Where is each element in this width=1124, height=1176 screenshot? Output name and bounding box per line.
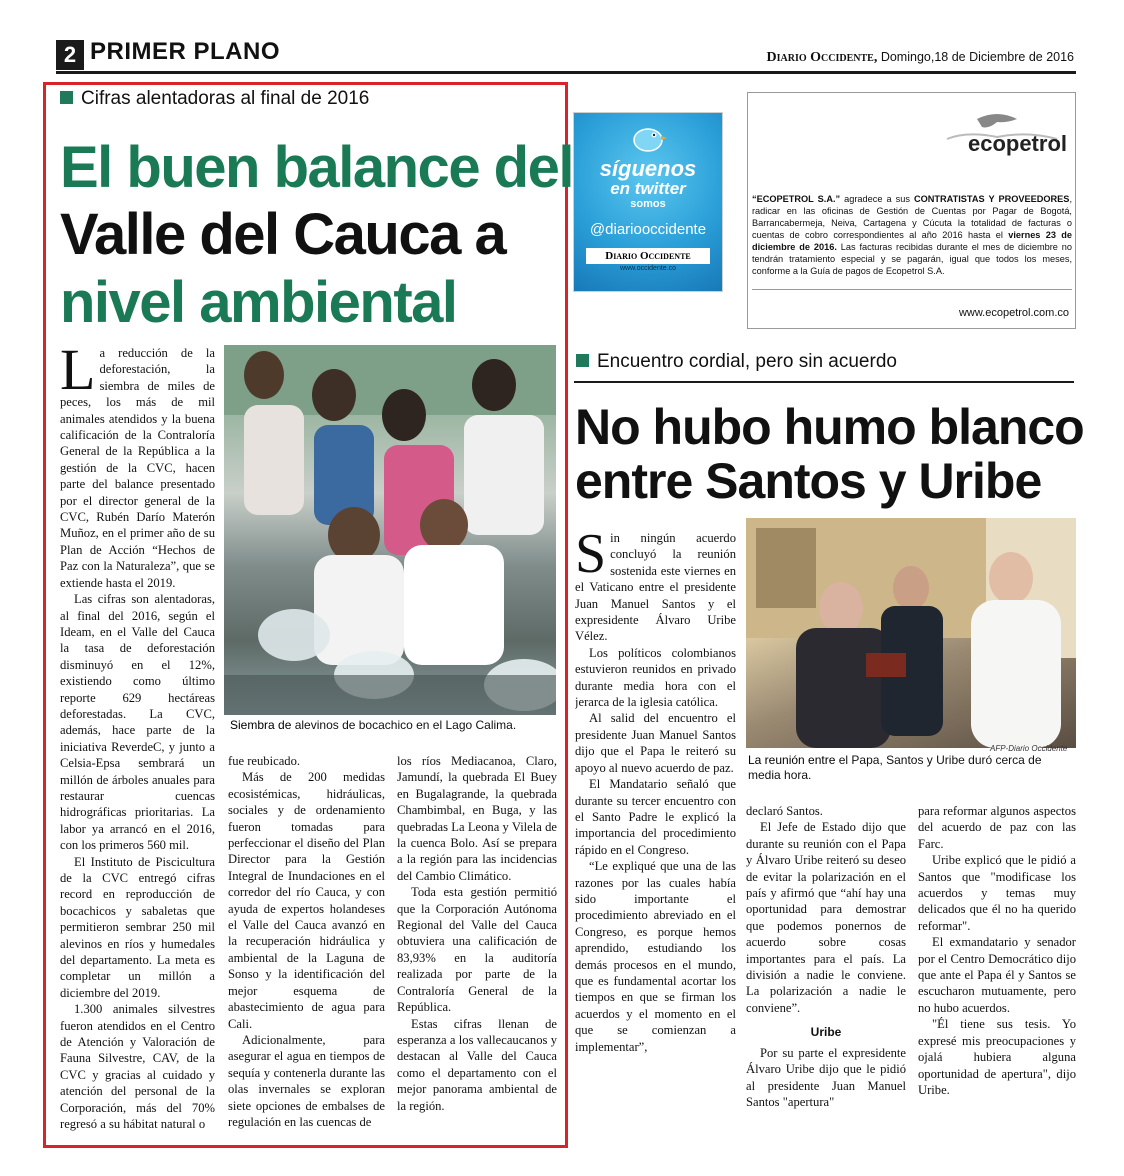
story2-rule <box>574 381 1074 383</box>
story1-title-line2: Valle del Cauca a <box>60 202 506 268</box>
ecopetrol-notice <box>752 193 1072 277</box>
story1-headline <box>60 134 573 336</box>
story1-photo-caption <box>230 718 550 733</box>
paragraph: El exmandatario y senador por el Centro Democrático dijo que ante el Papa él y Santos se escucharon mutuamente, pero no hubo acuerdos. <box>918 935 1076 1015</box>
notice-company: “ECOPETROL S.A.” <box>752 194 841 204</box>
story2-headline <box>575 400 1084 508</box>
paragraph: 1.300 animales silvestres fueron atendidos en el Centro de Atención y Valoración de Fauna Silvestre, CAV, de la CVC y gracias al cuidado y atención del personal de la Corporación, más del 70% regresó a su hábitat natural o <box>60 1002 215 1132</box>
twitter-handle[interactable]: @diariooccidente <box>589 221 707 238</box>
paragraph: a reducción de la deforestación, la siembra de miles de peces, los más de mil animales atendidos y la buena calificación de la Contraloría General de la República a la gestión de la CVC, hacen parte del balance presentado por el director general de la CVC, Rubén Darío Materón Muñoz, en el primer año de su Plan de Acción “Hechos de Paz con la Naturaleza”, que se extiende hasta el 2019. <box>60 346 215 590</box>
paragraph: Por su parte el expresidente Álvaro Uribe dijo que le pidió al presidente Juan Manuel Santos "apertura" <box>746 1045 906 1109</box>
story1-kicker <box>60 88 369 110</box>
story2-title-line2: entre Santos y Uribe <box>575 453 1042 509</box>
twitter-line3: somos <box>630 198 666 210</box>
story2-kicker <box>576 351 897 373</box>
notice-audience: CONTRATISTAS Y PROVEEDORES <box>913 194 1070 204</box>
vatican-meeting-photo <box>746 518 1076 748</box>
story2-column-2 <box>746 803 906 1133</box>
subhead: Uribe <box>810 1025 842 1040</box>
story2-column-1 <box>575 530 736 1130</box>
caption-text: el Papa, Santos y Uribe duró cerca de media hora. <box>748 753 1042 782</box>
paragraph: “Le expliqué que una de las razones por las cuales había sido importante el procedimiento abreviado en el Congreso, es porque hemos aprendido, estudiando los demás procesos en el mundo, que es fundamental acortar los tiempos en que se firman los acuerdos y el momento en el que se comienzan a implementar”, <box>575 859 736 1054</box>
story1-column-3 <box>397 753 557 1133</box>
kicker-square-icon <box>60 91 73 104</box>
photo-illustration <box>224 345 556 715</box>
page-number: 2 <box>56 40 84 70</box>
ecopetrol-ad[interactable] <box>747 92 1076 329</box>
caption-lead: Siembra de <box>230 718 292 732</box>
paragraph: los ríos Mediacanoa, Claro, Jamundí, la quebrada El Buey en Bugalagrande, la quebrada Chambimbal, en Buga, y las quebradas La Leona y Vilela de la cuenca Bolo. Así se prepara a la región para las incidencias del Cambio Climático. <box>397 754 557 883</box>
story2-column-3 <box>918 803 1076 1133</box>
paragraph: fue reubicado. <box>228 754 301 768</box>
section-title: PRIMER PLANO <box>90 38 281 65</box>
notice-text: agradece a sus <box>840 194 914 204</box>
photo-credit: AFP-Diario Occidente <box>990 744 1068 753</box>
paragraph: El Jefe de Estado dijo que durante su reunión con el Papa y Álvaro Uribe reiteró su deseo de evitar la polarización en el país y afirmó que “ahí hay una oportunidad para demostrar que podemos ponernos de acuerdo sobre cosas importantes para el país. La división a nadie le conviene. La polarización a nadie le conviene”. <box>746 820 906 1015</box>
issue-date: Domingo,18 de Diciembre de 2016 <box>880 50 1074 64</box>
paragraph: declaró Santos. <box>746 804 823 818</box>
ecopetrol-url[interactable]: www.ecopetrol.com.co <box>958 307 1069 319</box>
ecopetrol-wordmark: ecopetrol <box>967 131 1067 156</box>
divider <box>752 289 1072 290</box>
story1-column-2 <box>228 753 385 1133</box>
ecopetrol-logo <box>937 109 1067 155</box>
story1-title-line3: nivel ambiental <box>60 269 457 335</box>
paragraph: El Instituto de Piscicultura de la CVC entregó cifras record en reproducción de bocachicos y sabaletas que permitieron sembrar 250 mil alevinos en ríos y humedales del departamento. La meta es completar un millón a diciembre del 2019. <box>60 854 215 1000</box>
caption-lead: La reunión entre <box>748 753 836 767</box>
notice-deadline: viernes 23 de diciembre de 2016. <box>752 230 1072 252</box>
twitter-line2: en twitter <box>610 179 686 198</box>
paper-name: Diario Occidente, <box>766 50 878 65</box>
kicker-square-icon <box>576 354 589 367</box>
drop-cap: L <box>60 345 96 402</box>
fish-release-photo <box>224 345 556 715</box>
story2-kicker-text: Encuentro cordial, pero sin acuerdo <box>597 351 897 372</box>
story1-column-1 <box>60 345 215 1135</box>
story1-title-line1: El buen balance del <box>60 135 573 200</box>
header-rule <box>56 71 1076 74</box>
paragraph: Toda esta gestión permitió que la Corporación Autónoma Regional del Valle del Cauca obtuviera una calificación de 83,93% en la auditoría realizada por parte de la Contraloría General de la República. <box>397 885 557 1015</box>
paragraph: in ningún acuerdo concluyó la reunión sostenida este viernes en el Vaticano entre el presidente Juan Manuel Santos y el expresidente Álvaro Uribe Vélez. <box>575 531 736 644</box>
story1-kicker-text: Cifras alentadoras al final de 2016 <box>81 88 370 109</box>
twitter-url: www.occidente.co <box>619 265 677 272</box>
paper-dateline <box>767 50 1074 66</box>
paragraph: El Mandatario señaló que durante su tercer encuentro con el Santo Padre le explicó la importancia del procedimiento rápido en el Congreso. <box>575 777 736 857</box>
paragraph: "Él tiene sus tesis. Yo expresé mis preocupaciones y ojalá hubiera alguna oportunidad de apertura", dijo Uribe. <box>918 1017 1076 1097</box>
twitter-follow: síguenos <box>599 156 697 181</box>
story2-title-line1: No hubo humo blanco <box>575 399 1084 455</box>
photo-illustration <box>746 518 1076 748</box>
paragraph: para reformar algunos aspectos del acuerdo de paz con las Farc. <box>918 804 1076 851</box>
notice-text: , radicar en las oficinas de Gestión de Cuentas por Pagar de Bogotá, Barrancabermeja, Neiva, Cartagena y Cúcuta la totalidad de facturas o cuentas de cobro correspondientes al año 2016 hasta el <box>752 194 1072 240</box>
paragraph: Al salid del encuentro el presidente Juan Manuel Santos dijo que el Papa le reiteró su apoyo al nuevo acuerdo de paz. <box>575 711 736 775</box>
paragraph: Las cifras son alentadoras, al final del 2016, según el Ideam, en el Valle del Cauca la tasa de deforestación disminuyó en el 12%, existiendo como último reporte 629 hectáreas deforestadas. La CVC, además, hace parte de la iniciativa ReverdeC, y junto a Celsia-Epsa sembrará un millón de árboles anuales para restaurar cuencas hidrográficas prioritarias. La labor ya arrancó en el 2016, con los primeros 560 mil. <box>60 592 215 853</box>
paragraph: Adicionalmente, para asegurar el agua en tiempos de sequía y contenerla durante las olas invernales se exploran siete opciones de embalses de regulación en las cuencas de <box>228 1032 385 1129</box>
notice-text: Las facturas recibidas durante el mes de diciembre no tendrán tratamiento especial y se pagarán, igual que todos los meses, conforme a la Guía de pagos de Ecopetrol S.A. <box>752 242 1072 276</box>
story2-photo-caption <box>748 753 1076 783</box>
caption-text: alevinos de bocachico en el Lago Calima. <box>291 718 517 732</box>
paragraph: Los políticos colombianos estuvieron reunidos en privado durante media hora con el jerarca de la iglesia católica. <box>575 645 736 710</box>
drop-cap: S <box>575 530 607 585</box>
paragraph: Uribe explicó que le pidió a Santos que "modificase los acuerdos y temas muy delicados que él no ha querido reformar". <box>918 853 1076 933</box>
twitter-ad[interactable] <box>573 112 723 292</box>
paragraph: Más de 200 medidas ecosistémicas, hidráulicas, sociales y de ordenamiento fueron tomadas para perfeccionar el diseño del Plan Director para la Gestión Integral de Inundaciones en el corredor del río Cauca, y con ayuda de expertos holandeses el Valle del Cauca avanzó en la recuperación hidráulica y ambiental de la Laguna de Sonso y la identificación del mejor esquema de abastecimiento de agua para Cali. <box>228 770 385 1031</box>
twitter-brand: Diario Occidente <box>586 248 710 264</box>
bird-icon <box>628 123 668 153</box>
paragraph: Estas cifras llenan de esperanza a los vallecaucanos y destacan al Valle del Cauca como el departamento con el mejor panorama ambiental de la región. <box>397 1016 557 1113</box>
